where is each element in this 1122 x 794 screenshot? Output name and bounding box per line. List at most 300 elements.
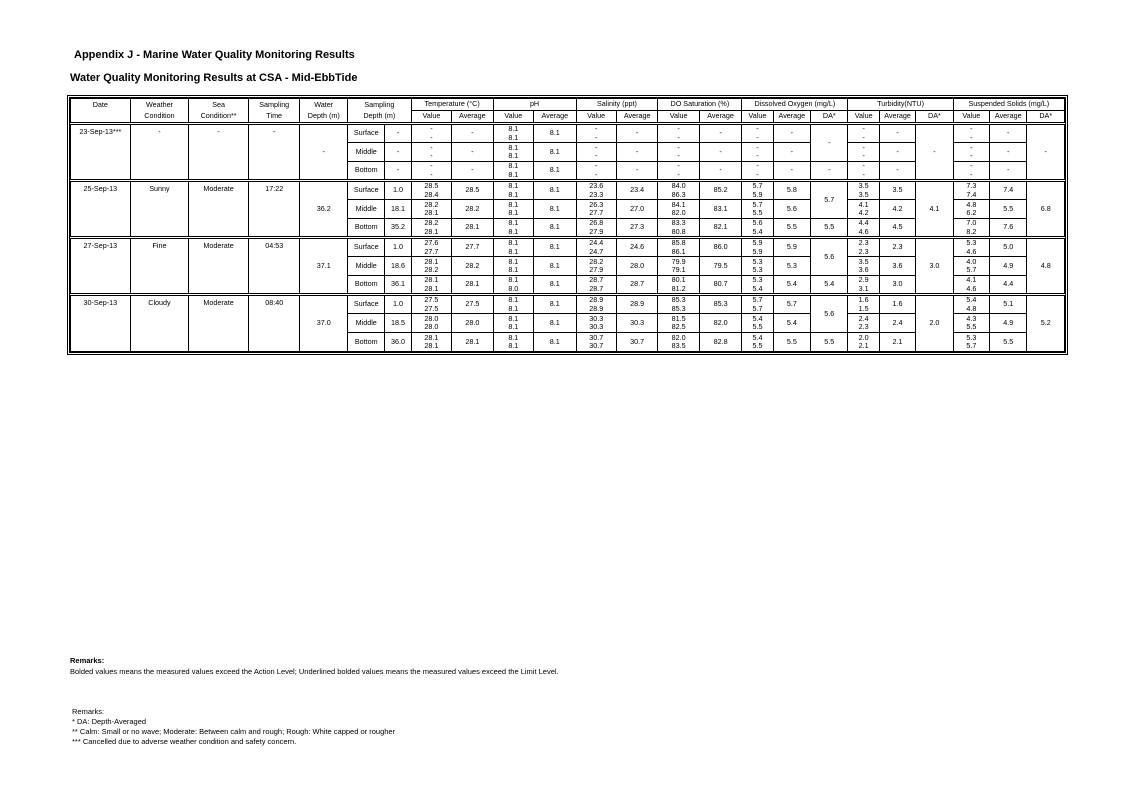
cell-turb-average: - xyxy=(879,162,915,181)
cell-turb-value xyxy=(848,219,879,238)
remarks-text: Bolded values means the measured values exceed the Action Level; Underlined bolded values means the measured values exceed the Limit Level. xyxy=(70,667,559,676)
cell-sal-value xyxy=(576,276,616,295)
cell-sal-value xyxy=(576,257,616,276)
cell-do-da: 5.7 xyxy=(811,181,848,219)
cell-turb-da: 3.0 xyxy=(916,238,953,295)
cell-dos-value-reading: - xyxy=(677,161,680,171)
cell-temp-value-reading: 28.5 xyxy=(424,181,439,191)
cell-do-value-reading: 5.5 xyxy=(752,208,763,217)
cell-sal-value-reading: 30.3 xyxy=(589,322,604,331)
cell-dos-value xyxy=(658,143,699,162)
cell-turb-value-reading: 2.4 xyxy=(858,313,869,323)
table-row xyxy=(71,124,1065,143)
header-date-blank xyxy=(71,111,131,124)
cell-temp-value-reading: 28.1 xyxy=(424,208,439,217)
cell-date: 25-Sep-13 xyxy=(71,181,131,238)
cell-turb-value xyxy=(848,238,879,257)
cell-temp-value-reading: 28.0 xyxy=(424,322,439,331)
cell-ss-average: 5.1 xyxy=(990,295,1027,314)
cell-sal-average: - xyxy=(616,162,657,181)
cell-turb-value-reading: 3.1 xyxy=(858,283,869,293)
cell-dos-value xyxy=(658,257,699,276)
cell-dos-average: 86.0 xyxy=(699,238,741,257)
cell-dos-value-reading: 86.3 xyxy=(671,189,686,199)
cell-temp-value-reading: 28.2 xyxy=(424,218,439,228)
cell-water-depth: 37.0 xyxy=(300,295,348,352)
cell-ss-average: 7.4 xyxy=(990,181,1027,200)
cell-do-value-reading: 5.5 xyxy=(752,322,763,331)
cell-do-value xyxy=(742,124,773,143)
cell-do-average: 5.5 xyxy=(773,219,810,238)
cell-dos-value-reading: 79.1 xyxy=(671,265,686,274)
cell-ph-value-reading: 8.1 xyxy=(508,199,519,209)
cell-ss-value-reading: 5.7 xyxy=(966,265,977,274)
cell-level: Surface xyxy=(348,295,385,314)
cell-turb-value-reading: 2.1 xyxy=(858,341,869,350)
cell-dos-average: 85.2 xyxy=(699,181,741,200)
cell-sal-value-reading: 28.7 xyxy=(589,275,604,285)
cell-do-average: 5.6 xyxy=(773,200,810,219)
cell-ss-value xyxy=(953,143,989,162)
cell-sal-value-reading: 24.4 xyxy=(589,238,604,248)
cell-do-value xyxy=(742,238,773,257)
cell-turb-value-reading: 2.0 xyxy=(858,332,869,342)
cell-water-depth: 36.2 xyxy=(300,181,348,238)
cell-dos-value-reading: 82.5 xyxy=(671,322,686,331)
cell-date: 30-Sep-13 xyxy=(71,295,131,352)
cell-ph-value-reading: 8.0 xyxy=(508,283,519,293)
cell-temp-average: 27.5 xyxy=(452,295,493,314)
cell-sampling-time: 17:22 xyxy=(248,181,300,238)
cell-dos-average: 82.1 xyxy=(699,219,741,238)
cell-ss-average: - xyxy=(990,143,1027,162)
cell-turb-average: 2.1 xyxy=(879,333,915,352)
header-ph-average: Average xyxy=(534,111,576,124)
cell-sal-value-reading: - xyxy=(595,151,598,160)
cell-temp-value-reading: 27.7 xyxy=(424,246,439,256)
cell-ph-value-reading: 8.1 xyxy=(508,275,519,285)
cell-do-value-reading: - xyxy=(756,142,759,152)
cell-sal-value xyxy=(576,200,616,219)
cell-date: 27-Sep-13 xyxy=(71,238,131,295)
cell-temp-value-reading: - xyxy=(430,151,433,160)
cell-temp-value xyxy=(411,162,451,181)
header-temp-value: Value xyxy=(411,111,451,124)
cell-sal-value xyxy=(576,219,616,238)
cell-ph-average: 8.1 xyxy=(534,219,576,238)
footnote-cancelled: *** Cancelled due to adverse weather condition and safety concern. xyxy=(72,737,297,746)
cell-do-value-reading: 5.4 xyxy=(752,332,763,342)
cell-ph-value-reading: 8.1 xyxy=(508,124,519,134)
cell-sal-value-reading: 23.3 xyxy=(589,189,604,199)
cell-temp-value xyxy=(411,238,451,257)
cell-do-value-reading: - xyxy=(756,124,759,134)
header-sea: Sea xyxy=(189,99,249,111)
cell-turb-value xyxy=(848,124,879,143)
cell-sal-value-reading: - xyxy=(595,161,598,171)
header-sea-condition: Condition** xyxy=(189,111,249,124)
cell-do-value xyxy=(742,333,773,352)
cell-turb-average: - xyxy=(879,143,915,162)
cell-temp-value-reading: 27.5 xyxy=(424,295,439,305)
cell-ph-value xyxy=(493,181,533,200)
cell-turb-value xyxy=(848,276,879,295)
footnotes-heading: Remarks: xyxy=(72,707,105,716)
cell-sal-value xyxy=(576,333,616,352)
cell-dos-value-reading: 82.0 xyxy=(671,332,686,342)
table-row xyxy=(71,181,1065,200)
cell-sal-value-reading: 30.7 xyxy=(589,332,604,342)
cell-ss-value-reading: 4.6 xyxy=(966,246,977,256)
table-row xyxy=(71,238,1065,257)
cell-do-average: 5.9 xyxy=(773,238,810,257)
cell-do-da-bottom: 5.4 xyxy=(811,276,848,295)
cell-sal-value-reading: 27.7 xyxy=(589,208,604,217)
cell-do-average: - xyxy=(773,162,810,181)
cell-do-value-reading: 5.3 xyxy=(752,265,763,274)
cell-temp-value xyxy=(411,257,451,276)
cell-date: 23-Sep-13*** xyxy=(71,124,131,181)
cell-ph-value xyxy=(493,257,533,276)
cell-ph-average: 8.1 xyxy=(534,200,576,219)
cell-dos-value-reading: 85.3 xyxy=(671,295,686,305)
cell-ph-value-reading: 8.1 xyxy=(508,189,519,199)
cell-ph-average: 8.1 xyxy=(534,181,576,200)
page-title: Appendix J - Marine Water Quality Monitoring Results xyxy=(74,49,355,61)
cell-turb-value-reading: 3.5 xyxy=(858,189,869,199)
cell-sal-value xyxy=(576,162,616,181)
header-ss-da: DA* xyxy=(1027,111,1065,124)
cell-sampling-time: 04:53 xyxy=(248,238,300,295)
cell-sampling-time: - xyxy=(248,124,300,181)
cell-ph-average: 8.1 xyxy=(534,238,576,257)
cell-ss-value xyxy=(953,181,989,200)
cell-do-value-reading: 5.5 xyxy=(752,341,763,350)
cell-ph-average: 8.1 xyxy=(534,257,576,276)
cell-dos-value-reading: 83.5 xyxy=(671,341,686,350)
cell-do-average: - xyxy=(773,124,810,143)
cell-do-value-reading: 5.7 xyxy=(752,181,763,191)
cell-ph-value-reading: 8.1 xyxy=(508,341,519,350)
cell-dos-average: 79.5 xyxy=(699,257,741,276)
cell-temp-value-reading: 28.2 xyxy=(424,265,439,274)
cell-ss-value-reading: 5.5 xyxy=(966,322,977,331)
cell-ss-value-reading: 5.4 xyxy=(966,295,977,305)
cell-ss-value-reading: 7.0 xyxy=(966,218,977,228)
cell-do-average: 5.7 xyxy=(773,295,810,314)
cell-ss-value xyxy=(953,295,989,314)
cell-sal-value-reading: 30.7 xyxy=(589,341,604,350)
cell-dos-value xyxy=(658,276,699,295)
cell-ph-average: 8.1 xyxy=(534,314,576,333)
cell-dos-average: 82.8 xyxy=(699,333,741,352)
cell-do-value-reading: - xyxy=(756,161,759,171)
cell-turb-value xyxy=(848,162,879,181)
cell-ph-value-reading: 8.1 xyxy=(508,132,519,142)
cell-ss-average: 5.5 xyxy=(990,200,1027,219)
cell-do-value-reading: 5.9 xyxy=(752,238,763,248)
cell-turb-value-reading: 4.2 xyxy=(858,208,869,217)
cell-ss-value xyxy=(953,162,989,181)
cell-sampling-depth: 1.0 xyxy=(385,295,411,314)
cell-dos-average: - xyxy=(699,143,741,162)
cell-ss-da: 6.8 xyxy=(1027,181,1065,238)
cell-temp-value-reading: - xyxy=(430,124,433,134)
header-dos-value: Value xyxy=(658,111,699,124)
cell-sal-value-reading: 28.9 xyxy=(589,295,604,305)
cell-ph-average: 8.1 xyxy=(534,124,576,143)
header-turbidity: Turbidity(NTU) xyxy=(848,99,953,111)
cell-dos-value xyxy=(658,124,699,143)
cell-dos-value-reading: 83.3 xyxy=(671,218,686,228)
cell-do-value-reading: 5.9 xyxy=(752,246,763,256)
cell-ph-average: 8.1 xyxy=(534,162,576,181)
cell-ss-average: 5.5 xyxy=(990,333,1027,352)
cell-turb-value-reading: 2.3 xyxy=(858,322,869,331)
remarks-heading: Remarks: xyxy=(70,656,105,665)
cell-ss-average: 7.6 xyxy=(990,219,1027,238)
cell-ss-value-reading: 5.3 xyxy=(966,332,977,342)
cell-do-da: 5.6 xyxy=(811,295,848,333)
cell-sal-average: 28.0 xyxy=(616,257,657,276)
cell-sampling-depth: 1.0 xyxy=(385,238,411,257)
cell-dos-value xyxy=(658,162,699,181)
cell-dos-value-reading: 79.9 xyxy=(671,256,686,266)
cell-turb-value-reading: 4.6 xyxy=(858,226,869,236)
cell-turb-value-reading: - xyxy=(862,132,865,142)
header-do-da: DA* xyxy=(811,111,848,124)
cell-ss-value xyxy=(953,314,989,333)
cell-ss-da: 4.8 xyxy=(1027,238,1065,295)
cell-temp-value xyxy=(411,295,451,314)
header-do-average: Average xyxy=(773,111,810,124)
cell-turb-average: 1.6 xyxy=(879,295,915,314)
cell-ph-average: 8.1 xyxy=(534,295,576,314)
cell-do-da: - xyxy=(811,124,848,162)
cell-temp-value-reading: 28.1 xyxy=(424,341,439,350)
cell-do-value xyxy=(742,257,773,276)
cell-sea-condition: Moderate xyxy=(189,295,249,352)
cell-temp-value-reading: 28.1 xyxy=(424,226,439,236)
cell-temp-value xyxy=(411,124,451,143)
header-water: Water xyxy=(300,99,348,111)
cell-turb-value-reading: - xyxy=(862,142,865,152)
cell-sampling-depth: 18.1 xyxy=(385,200,411,219)
cell-turb-average: 2.4 xyxy=(879,314,915,333)
cell-ph-value-reading: 8.1 xyxy=(508,265,519,274)
cell-dos-average: 85.3 xyxy=(699,295,741,314)
cell-do-value-reading: 5.9 xyxy=(752,189,763,199)
cell-ph-average: 8.1 xyxy=(534,333,576,352)
cell-ss-value-reading: 4.0 xyxy=(966,256,977,266)
cell-do-da-bottom: 5.5 xyxy=(811,219,848,238)
cell-sal-average: 27.3 xyxy=(616,219,657,238)
cell-sal-value-reading: 30.3 xyxy=(589,313,604,323)
cell-ss-value xyxy=(953,276,989,295)
cell-temp-value xyxy=(411,219,451,238)
cell-ph-value-reading: 8.1 xyxy=(508,142,519,152)
cell-level: Middle xyxy=(348,143,385,162)
cell-level: Bottom xyxy=(348,276,385,295)
cell-do-average: 5.8 xyxy=(773,181,810,200)
cell-sal-average: 23.4 xyxy=(616,181,657,200)
cell-ss-value xyxy=(953,200,989,219)
cell-level: Surface xyxy=(348,238,385,257)
cell-level: Surface xyxy=(348,181,385,200)
cell-ss-value-reading: - xyxy=(970,142,973,152)
cell-sal-average: 24.6 xyxy=(616,238,657,257)
cell-ss-value xyxy=(953,219,989,238)
cell-sal-value-reading: 27.9 xyxy=(589,226,604,236)
cell-ss-average: 4.9 xyxy=(990,257,1027,276)
header-ss-value: Value xyxy=(953,111,989,124)
table-header xyxy=(71,99,1065,124)
cell-temp-value xyxy=(411,181,451,200)
cell-temp-value-reading: 28.1 xyxy=(424,256,439,266)
cell-water-depth: 37.1 xyxy=(300,238,348,295)
cell-do-value xyxy=(742,219,773,238)
water-quality-table xyxy=(70,98,1065,352)
cell-ss-value-reading: 4.3 xyxy=(966,313,977,323)
header-ph: pH xyxy=(493,99,576,111)
footnote-sea-condition: ** Calm: Small or no wave; Moderate: Between calm and rough; Rough: White capped or rougher xyxy=(72,727,396,736)
cell-ss-da: 5.2 xyxy=(1027,295,1065,352)
cell-ss-value-reading: - xyxy=(970,124,973,134)
section-title: Water Quality Monitoring Results at CSA - Mid-EbbTide xyxy=(70,72,358,84)
cell-ph-value-reading: 8.1 xyxy=(508,256,519,266)
cell-ph-value-reading: 8.1 xyxy=(508,313,519,323)
header-sal-average: Average xyxy=(616,111,657,124)
cell-temp-average: 28.0 xyxy=(452,314,493,333)
cell-ss-average: 5.0 xyxy=(990,238,1027,257)
remarks-footnotes xyxy=(72,707,395,747)
header-temp-average: Average xyxy=(452,111,493,124)
cell-do-value xyxy=(742,295,773,314)
cell-ph-average: 8.1 xyxy=(534,143,576,162)
cell-temp-value-reading: - xyxy=(430,142,433,152)
cell-sal-value-reading: 27.9 xyxy=(589,265,604,274)
cell-sal-value-reading: 26.8 xyxy=(589,218,604,228)
cell-ss-average: 4.9 xyxy=(990,314,1027,333)
table-body xyxy=(71,124,1065,352)
cell-ph-value xyxy=(493,238,533,257)
cell-ph-value-reading: 8.1 xyxy=(508,238,519,248)
cell-dos-value-reading: 82.0 xyxy=(671,208,686,217)
cell-sampling-depth: 1.0 xyxy=(385,181,411,200)
cell-sal-average: 28.9 xyxy=(616,295,657,314)
cell-level: Bottom xyxy=(348,162,385,181)
cell-sal-average: 27.0 xyxy=(616,200,657,219)
cell-temp-value xyxy=(411,333,451,352)
cell-ph-value xyxy=(493,295,533,314)
cell-turb-value-reading: 1.5 xyxy=(858,303,869,313)
cell-sampling-time: 08:40 xyxy=(248,295,300,352)
cell-dos-value-reading: 85.3 xyxy=(671,303,686,313)
cell-ss-value-reading: - xyxy=(970,161,973,171)
cell-turb-average: 3.6 xyxy=(879,257,915,276)
cell-temp-average: 28.1 xyxy=(452,276,493,295)
cell-temp-average: - xyxy=(452,162,493,181)
cell-sal-value xyxy=(576,143,616,162)
cell-turb-value-reading: 2.3 xyxy=(858,246,869,256)
cell-temp-average: 28.2 xyxy=(452,257,493,276)
cell-ss-average: 4.4 xyxy=(990,276,1027,295)
cell-temp-value-reading: - xyxy=(430,161,433,171)
cell-ss-value-reading: 7.4 xyxy=(966,189,977,199)
header-temperature: Temperature (°C) xyxy=(411,99,493,111)
cell-ph-value xyxy=(493,333,533,352)
cell-dos-value xyxy=(658,219,699,238)
cell-do-value-reading: - xyxy=(756,169,759,179)
cell-dos-average: 82.0 xyxy=(699,314,741,333)
cell-dos-value-reading: - xyxy=(677,169,680,179)
cell-sea-condition: - xyxy=(189,124,249,181)
cell-sampling-depth: 36.1 xyxy=(385,276,411,295)
cell-temp-average: 28.5 xyxy=(452,181,493,200)
cell-dos-value-reading: 81.2 xyxy=(671,283,686,293)
cell-sal-average: 30.7 xyxy=(616,333,657,352)
cell-dos-value xyxy=(658,314,699,333)
cell-turb-value xyxy=(848,314,879,333)
header-do-saturation: DO Saturation (%) xyxy=(658,99,742,111)
cell-level: Middle xyxy=(348,257,385,276)
header-weather-condition: Condition xyxy=(130,111,189,124)
cell-sal-average: 28.7 xyxy=(616,276,657,295)
header-ss-average: Average xyxy=(990,111,1027,124)
cell-do-value-reading: 5.7 xyxy=(752,199,763,209)
cell-sal-value xyxy=(576,238,616,257)
cell-do-da-bottom: - xyxy=(811,162,848,181)
cell-turb-value-reading: - xyxy=(862,169,865,179)
cell-do-da: 5.6 xyxy=(811,238,848,276)
header-turb-da: DA* xyxy=(916,111,953,124)
cell-turb-average: 2.3 xyxy=(879,238,915,257)
cell-do-value-reading: 5.7 xyxy=(752,303,763,313)
cell-dos-average: 80.7 xyxy=(699,276,741,295)
cell-ph-value-reading: 8.1 xyxy=(508,246,519,256)
cell-ph-average: 8.1 xyxy=(534,276,576,295)
cell-do-average: 5.4 xyxy=(773,314,810,333)
cell-ss-value-reading: 8.2 xyxy=(966,226,977,236)
cell-ss-value-reading: - xyxy=(970,169,973,179)
cell-weather: Sunny xyxy=(130,181,189,238)
header-ph-value: Value xyxy=(493,111,533,124)
cell-do-average: 5.5 xyxy=(773,333,810,352)
cell-ss-value-reading: 6.2 xyxy=(966,208,977,217)
header-sampling-depth-m: Depth (m) xyxy=(348,111,412,124)
cell-sal-value xyxy=(576,295,616,314)
cell-turb-value-reading: 1.6 xyxy=(858,295,869,305)
header-suspended-solids: Suspended Solids (mg/L) xyxy=(953,99,1064,111)
cell-do-value xyxy=(742,181,773,200)
cell-do-value-reading: 5.7 xyxy=(752,295,763,305)
cell-turb-value-reading: 3.6 xyxy=(858,265,869,274)
cell-level: Middle xyxy=(348,200,385,219)
cell-sal-value xyxy=(576,314,616,333)
cell-dos-value-reading: 80.1 xyxy=(671,275,686,285)
cell-sal-value-reading: 28.2 xyxy=(589,256,604,266)
cell-ss-average: - xyxy=(990,162,1027,181)
cell-do-value-reading: 5.4 xyxy=(752,226,763,236)
cell-ph-value-reading: 8.1 xyxy=(508,295,519,305)
cell-temp-value-reading: 27.6 xyxy=(424,238,439,248)
cell-ph-value xyxy=(493,162,533,181)
cell-sal-value-reading: - xyxy=(595,142,598,152)
cell-dos-value xyxy=(658,333,699,352)
cell-dos-average: 83.1 xyxy=(699,200,741,219)
cell-temp-average: - xyxy=(452,124,493,143)
cell-do-average: - xyxy=(773,143,810,162)
